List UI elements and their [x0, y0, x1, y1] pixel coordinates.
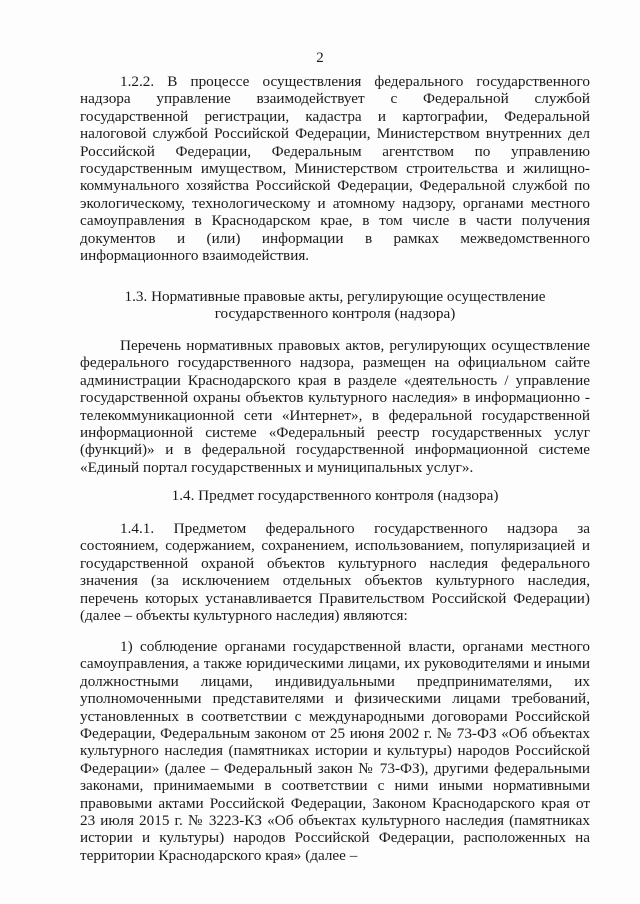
section-heading-1-4: 1.4. Предмет государственного контроля (надзора) [171, 487, 499, 504]
paragraph-1-4-1: 1.4.1. Предметом федерального государственного надзора за состоянием, содержанием, сохранением, использованием, популяризацией и государственной охраной объектов культурного наследия федерального значения (за исключением отдельных объектов культурного наследия, перечень которых устанавливается Правительством Российской Федерации) (далее – объекты культурного наследия) являются: [80, 520, 590, 625]
paragraph-1-2-2: 1.2.2. В процессе осуществления федерального государственного надзора управление взаимодействует с Федеральной службой государственной регистрации, кадастра и картографии, Федеральной налоговой службой Российской Федерации, Министерством внутренних дел Российской Федерации, Федеральным агентством по управлению государственным имуществом, Министерством строительства и жилищно-коммунального хозяйства Российской Федерации, Федеральной службой по экологическому, технологическому и атомному надзору, органами местного самоуправления в Краснодарском крае, в том числе в части получения документов и (или) информации в рамках межведомственного информационного взаимодействия. [80, 73, 590, 265]
paragraph-1-3: Перечень нормативных правовых актов, регулирующих осуществление федерального государственного надзора, размещен на официальном сайте администрации Краснодарского края в разделе «деятельность / управление государственной охраны объектов культурного наследия» в информационно - телекоммуникационной сети «Интернет», в федеральной государственной информационной системе «Федеральный реестр государственных услуг (функций)» и в федеральной государственной информационной системе «Единый портал государственных и муниципальных услуг». [80, 337, 590, 476]
list-item-1: 1) соблюдение органами государственной власти, органами местного самоуправления, а также юридическими лицами, их руководителями и иными должностными лицами, индивидуальными предпринимателями, их уполномоченными представителями и физическими лицами требований, установленных в соответствии с международными договорами Российской Федерации, Федеральным законом от 25 июня 2002 г. № 73-ФЗ «Об объектах культурного наследия (памятниках истории и культуры) народов Российской Федерации» (далее – Федеральный закон № 73-ФЗ), другими федеральными законами, принимаемыми в соответствии с ними иными нормативными правовыми актами Российской Федерации, Законом Краснодарского края от 23 июля 2015 г. № 3223-КЗ «Об объектах культурного наследия (памятниках истории и культуры) народов Российской Федерации, расположенных на территории Краснодарского края» (далее – [80, 638, 590, 864]
page-number: 2 [316, 50, 324, 66]
section-heading-1-3: 1.3. Нормативные правовые акты, регулирующие осуществление государственного контроля (надзора) [124, 288, 546, 323]
